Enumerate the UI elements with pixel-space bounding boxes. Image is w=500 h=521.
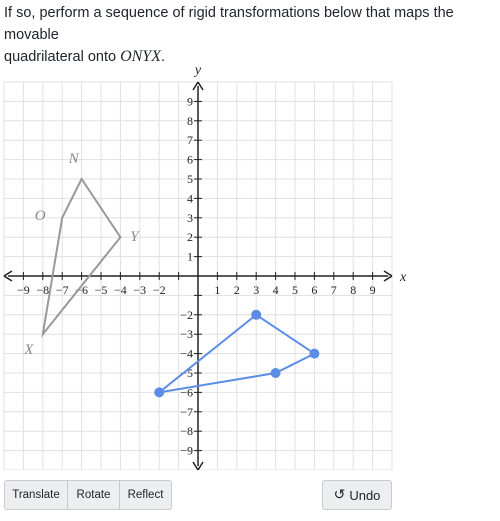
y-tick-label: 4 (187, 191, 193, 206)
y-tick-label: 6 (187, 152, 193, 167)
x-tick-label: −4 (114, 283, 127, 297)
x-tick-label: 6 (311, 283, 318, 297)
y-tick-label: −9 (180, 443, 193, 458)
x-tick-label: 5 (292, 283, 298, 297)
rotate-button[interactable]: Rotate (68, 480, 120, 510)
vertex-label-y: Y (130, 229, 139, 246)
x-tick-label: −5 (94, 283, 108, 297)
undo-button[interactable] (322, 480, 392, 510)
x-tick-label: 3 (253, 283, 260, 297)
prompt-line-2-text: quadrilateral onto (4, 49, 121, 65)
y-tick-label: −6 (180, 385, 193, 400)
y-tick-label: −2 (180, 307, 193, 322)
x-tick-label: 9 (369, 283, 376, 297)
y-tick-label: 8 (187, 113, 193, 128)
x-tick-label: −8 (36, 283, 50, 297)
transformation-toolbar (4, 480, 172, 510)
x-tick-label: 2 (233, 283, 240, 297)
y-tick-label: 2 (187, 230, 193, 245)
y-tick-label: 1 (187, 249, 193, 264)
movable-vertex-point[interactable] (251, 310, 261, 320)
prompt-line-1: If so, perform a sequence of rigid transformations below that maps the movable (4, 5, 454, 43)
y-tick-label: 5 (187, 172, 193, 186)
y-axis-label: y (194, 63, 202, 78)
x-tick-label: −7 (55, 283, 69, 297)
x-tick-label: 1 (214, 283, 221, 297)
shape-name: ONYX (120, 48, 161, 65)
movable-vertex-point[interactable] (154, 387, 164, 397)
y-tick-label: −5 (180, 366, 193, 380)
y-tick-label: −3 (180, 327, 193, 342)
reflect-button[interactable]: Reflect (120, 480, 172, 510)
x-tick-label: 4 (272, 283, 279, 297)
y-tick-label: −7 (180, 404, 193, 419)
y-tick-label: 3 (187, 210, 193, 225)
translate-button[interactable]: Translate (4, 480, 68, 510)
x-tick-label: −6 (75, 283, 88, 297)
x-tick-label: −9 (17, 283, 30, 297)
x-axis-label: x (400, 270, 407, 285)
tick-labels (17, 63, 407, 458)
x-tick-label: −2 (152, 283, 166, 297)
vertex-label-x: X (24, 342, 34, 359)
undo-label: Undo (349, 487, 381, 503)
undo-icon: ↺ (333, 487, 346, 503)
y-tick-label: −4 (180, 346, 193, 361)
x-tick-label: 7 (330, 283, 337, 297)
coordinate-plane[interactable] (0, 58, 410, 470)
movable-vertex-point[interactable] (309, 349, 319, 359)
y-tick-label: 9 (187, 94, 193, 109)
x-tick-label: 8 (350, 283, 357, 297)
vertex-label-o: O (34, 207, 46, 224)
prompt-line-2-end: . (160, 49, 166, 65)
x-tick-label: −3 (133, 283, 147, 297)
vertex-label-n: N (68, 151, 79, 167)
y-tick-label: −8 (180, 424, 193, 439)
movable-vertex-point[interactable] (271, 368, 281, 378)
y-tick-label: 7 (187, 133, 193, 148)
